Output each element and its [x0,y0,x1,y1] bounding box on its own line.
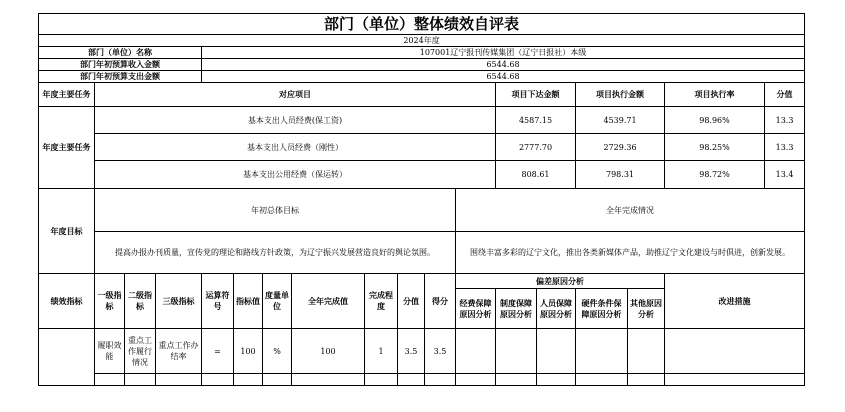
task-rate: 98.72% [665,161,765,189]
dev-funding-header: 经费保障原因分析 [456,289,496,329]
next-row-cell [628,374,665,386]
level3-header: 三级指标 [156,274,202,329]
income-value: 6544.68 [202,59,805,71]
indicator-dev-funding [456,329,496,374]
degree-header: 完成程度 [365,274,398,329]
got-header: 得分 [425,274,456,329]
task-item: 基本支出人员经费(保工资) [95,107,496,134]
score-header: 分值 [398,274,425,329]
dev-system-header: 制度保障原因分析 [496,289,537,329]
task-score: 13.4 [765,161,805,189]
table-title: 部门（单位）整体绩效自评表 [39,14,805,35]
self-evaluation-table [38,13,805,386]
income-label: 部门年初预算收入金额 [39,59,202,71]
next-row-cell [234,374,263,386]
deviation-header: 偏差原因分析 [456,274,665,289]
task-score: 13.3 [765,134,805,161]
target-value-header: 指标值 [234,274,263,329]
tasks-header-budget: 项目下达金额 [496,83,576,107]
next-row-cell [263,374,292,386]
indicator-dev-hardware [576,329,628,374]
indicator-improvement [665,329,805,374]
tasks-header-label: 年度主要任务 [39,83,95,107]
expense-label: 部门年初预算支出金额 [39,71,202,83]
tasks-header-exec: 项目执行金额 [576,83,665,107]
completion-header: 全年完成情况 [456,189,805,232]
task-rate: 98.25% [665,134,765,161]
task-exec: 798.31 [576,161,665,189]
next-row-cell [202,374,234,386]
operator-header: 运算符号 [202,274,234,329]
next-row-cell [95,374,125,386]
unit-header: 度量单位 [263,274,292,329]
indicator-operator: = [202,329,234,374]
tasks-header-score: 分值 [765,83,805,107]
indicator-target: 100 [234,329,263,374]
next-row-cell [125,374,156,386]
task-item: 基本支出公用经费（保运转） [95,161,496,189]
dev-staff-header: 人员保障原因分析 [537,289,576,329]
indicators-label: 绩效指标 [39,274,95,329]
indicators-blank [39,329,95,386]
indicator-level2: 重点工作履行情况 [125,329,156,374]
dev-hardware-header: 硬件条件保障原因分析 [576,289,628,329]
level1-header: 一级指标 [95,274,125,329]
dept-name-value: 107001辽宁报刊传媒集团（辽宁日报社）本级 [202,47,805,59]
next-row-cell [156,374,202,386]
task-budget: 808.61 [496,161,576,189]
expense-value: 6544.68 [202,71,805,83]
annual-value-header: 全年完成值 [292,274,365,329]
level2-header: 二级指标 [125,274,156,329]
indicator-level3: 重点工作办结率 [156,329,202,374]
task-exec: 2729.36 [576,134,665,161]
next-row-cell [665,374,805,386]
tasks-side-label: 年度主要任务 [39,107,95,189]
indicator-dev-system [496,329,537,374]
completion-text: 围绕丰富多彩的辽宁文化，推出各类新媒体产品，助推辽宁文化建设与时俱进，创新发展。 [456,232,805,274]
task-budget: 4587.15 [496,107,576,134]
indicator-dev-staff [537,329,576,374]
fiscal-year: 2024年度 [39,35,805,47]
next-row-cell [496,374,537,386]
next-row-cell [425,374,456,386]
task-rate: 98.96% [665,107,765,134]
tasks-header-item: 对应项目 [95,83,496,107]
task-score: 13.3 [765,107,805,134]
next-row-cell [292,374,365,386]
initial-goal-header: 年初总体目标 [95,189,456,232]
task-item: 基本支出人员经费（刚性） [95,134,496,161]
goals-label: 年度目标 [39,189,95,274]
indicator-annual-value: 100 [292,329,365,374]
dept-name-label: 部门（单位）名称 [39,47,202,59]
indicator-level1: 履职效能 [95,329,125,374]
improvement-header: 改进措施 [665,274,805,329]
task-budget: 2777.70 [496,134,576,161]
next-row-cell [365,374,398,386]
dev-other-header: 其他原因分析 [628,289,665,329]
initial-goal-text: 提高办报办刊质量，宣传党的理论和路线方针政策，为辽宁振兴发展营造良好的舆论氛围。 [95,232,456,274]
tasks-header-rate: 项目执行率 [665,83,765,107]
next-row-cell [576,374,628,386]
task-exec: 4539.71 [576,107,665,134]
indicator-got: 3.5 [425,329,456,374]
indicator-score: 3.5 [398,329,425,374]
indicator-degree: 1 [365,329,398,374]
indicator-unit: % [263,329,292,374]
next-row-cell [456,374,496,386]
next-row-cell [398,374,425,386]
next-row-cell [537,374,576,386]
indicator-dev-other [628,329,665,374]
